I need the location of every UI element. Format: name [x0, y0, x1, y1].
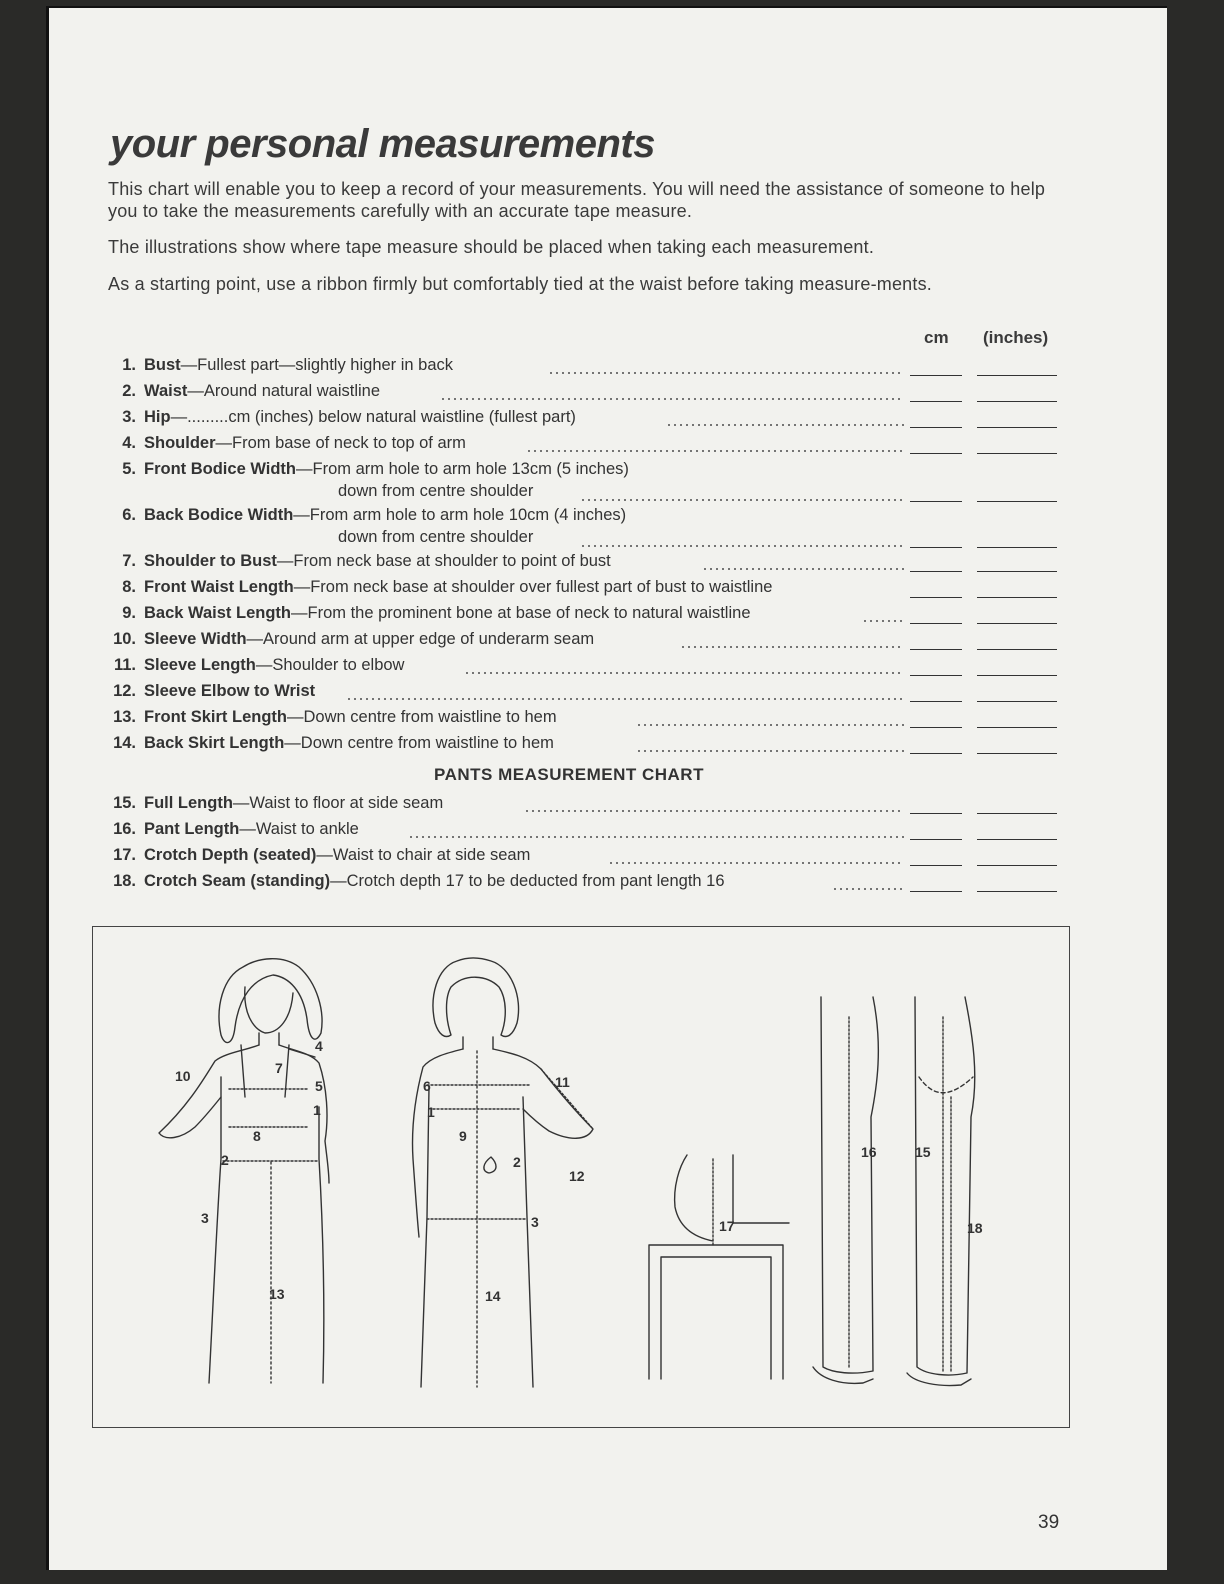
figure-label-3-front: 3 [201, 1210, 209, 1226]
inches-entry-line[interactable] [977, 453, 1057, 454]
measurement-text [144, 794, 443, 813]
cm-entry-line[interactable] [910, 375, 962, 376]
measurement-number: 11. [113, 656, 136, 674]
dot-leader [680, 646, 904, 648]
cm-entry-line[interactable] [910, 701, 962, 702]
measurement-label: Full Length [144, 794, 233, 812]
measurement-description: —From neck base at shoulder to point of bust [276, 552, 611, 570]
measurement-label: Pant Length [144, 820, 240, 838]
figure-label-1-front: 1 [313, 1102, 321, 1118]
measurement-row [104, 434, 1059, 460]
measurement-text [144, 682, 315, 701]
inches-entry-line[interactable] [977, 891, 1057, 892]
measurement-number: 5. [122, 460, 136, 478]
measurement-number: 4. [122, 434, 136, 452]
measurement-number: 14. [113, 734, 136, 752]
page-title: your personal measurements [110, 122, 655, 166]
figure-label-1-back: 1 [427, 1104, 435, 1120]
measurement-number: 17. [113, 846, 136, 864]
measurement-number: 7. [122, 552, 136, 570]
dot-leader [666, 424, 904, 426]
measurement-label: Shoulder [144, 434, 216, 452]
measurement-row [104, 460, 1059, 500]
figure-label-10: 10 [175, 1068, 191, 1084]
dot-leader [636, 724, 904, 726]
inches-entry-line[interactable] [977, 675, 1057, 676]
measurement-description: —Crotch depth 17 to be deducted from pant length 16 [330, 872, 725, 890]
dot-leader [608, 862, 904, 864]
measurement-text [144, 708, 557, 727]
cm-entry-line[interactable] [910, 727, 962, 728]
intro-paragraph-1: This chart will enable you to keep a record of your measurements. You will need the assistance of someone to help you to take the measurements carefully with an accurate tape measure. [108, 179, 1046, 221]
measurement-description: —Waist to floor at side seam [232, 794, 444, 812]
pants-front-illustration [813, 997, 878, 1383]
dot-leader [832, 888, 904, 890]
measurement-number: 18. [113, 872, 136, 890]
measurement-text [144, 578, 772, 597]
measurement-label: Crotch Seam (standing) [144, 872, 331, 890]
measurement-text [144, 460, 629, 479]
front-figure-illustration [159, 959, 329, 1383]
measurement-label: Sleeve Length [144, 656, 256, 674]
measurement-number: 8. [122, 578, 136, 596]
measurement-row [104, 356, 1059, 382]
back-figure-illustration [412, 958, 593, 1387]
measurement-text [144, 734, 554, 753]
dot-leader [524, 810, 904, 812]
dot-leader [346, 698, 904, 700]
dot-leader [526, 450, 904, 452]
inches-entry-line[interactable] [977, 623, 1057, 624]
measurement-description: —Fullest part—slightly higher in back [180, 356, 454, 374]
dot-leader [636, 750, 904, 752]
measurement-description: —Shoulder to elbow [255, 656, 405, 674]
inches-entry-line[interactable] [977, 839, 1057, 840]
dot-leader [548, 372, 904, 374]
dot-leader [464, 672, 904, 674]
measurement-number: 9. [122, 604, 136, 622]
measurement-label: Back Bodice Width [144, 506, 294, 524]
figure-label-12: 12 [569, 1168, 585, 1184]
inches-entry-line[interactable] [977, 501, 1057, 502]
measurement-label: Waist [144, 382, 188, 400]
measurement-number: 13. [113, 708, 136, 726]
inches-entry-line[interactable] [977, 375, 1057, 376]
figure-label-11: 11 [555, 1074, 570, 1090]
measurement-row [104, 552, 1059, 578]
measurement-row [104, 382, 1059, 408]
measurement-row [104, 794, 1059, 820]
measurement-row [104, 872, 1059, 898]
measurement-number: 6. [122, 506, 136, 524]
figure-label-3-back: 3 [531, 1214, 539, 1230]
measurement-row [104, 630, 1059, 656]
pants-chart-heading: PANTS MEASUREMENT CHART [434, 765, 704, 784]
page-number: 39 [1038, 1512, 1060, 1533]
measurement-label: Front Skirt Length [144, 708, 287, 726]
measurement-label: Bust [144, 356, 181, 374]
cm-entry-line[interactable] [910, 753, 962, 754]
cm-entry-line[interactable] [910, 839, 962, 840]
measurement-text [144, 656, 404, 675]
seated-figure-illustration [649, 1155, 789, 1379]
cm-entry-line[interactable] [910, 571, 962, 572]
figure-label-2-back: 2 [513, 1154, 521, 1170]
cm-entry-line[interactable] [910, 891, 962, 892]
measurement-description: —Around arm at upper edge of underarm seam [246, 630, 595, 648]
measurement-text [144, 506, 626, 525]
measurement-row [104, 820, 1059, 846]
measurement-description: —Down centre from waistline to hem [284, 734, 554, 752]
cm-entry-line[interactable] [910, 623, 962, 624]
inches-entry-line[interactable] [977, 571, 1057, 572]
figure-label-5: 5 [315, 1078, 323, 1094]
figure-label-14: 14 [485, 1288, 501, 1304]
measurement-description: —Around natural waistline [187, 382, 381, 400]
measurement-label: Back Waist Length [144, 604, 291, 622]
measurement-description-continued: down from centre shoulder [338, 482, 534, 500]
inches-entry-line[interactable] [977, 649, 1057, 650]
measurement-label: Front Waist Length [144, 578, 294, 596]
measurement-text [144, 382, 380, 401]
cm-entry-line[interactable] [910, 865, 962, 866]
dot-leader [440, 398, 904, 400]
measurement-text [144, 630, 594, 649]
figure-label-18: 18 [967, 1220, 983, 1236]
measurement-text [144, 820, 359, 839]
measurement-row [104, 408, 1059, 434]
measurement-text [144, 846, 530, 865]
cm-entry-line[interactable] [910, 675, 962, 676]
measurement-description-continued: down from centre shoulder [338, 528, 534, 546]
inches-entry-line[interactable] [977, 753, 1057, 754]
figure-label-15: 15 [915, 1144, 931, 1160]
dot-leader [862, 620, 904, 622]
measurement-row [104, 578, 1059, 604]
measurement-number: 3. [122, 408, 136, 426]
measurement-row [104, 604, 1059, 630]
dot-leader [580, 545, 904, 547]
dot-leader [580, 499, 904, 501]
measurement-row [104, 846, 1059, 872]
measurement-description: —From base of neck to top of arm [215, 434, 466, 452]
measurement-text [144, 434, 466, 453]
figure-label-17: 17 [719, 1218, 735, 1234]
inches-entry-line[interactable] [977, 727, 1057, 728]
column-header-cm: cm [924, 328, 949, 347]
measurement-label: Hip [144, 408, 171, 426]
inches-entry-line[interactable] [977, 597, 1057, 598]
cm-entry-line[interactable] [910, 453, 962, 454]
measurement-text [144, 872, 725, 891]
measurement-number: 16. [113, 820, 136, 838]
inches-entry-line[interactable] [977, 427, 1057, 428]
figure-label-13: 13 [269, 1286, 285, 1302]
cm-entry-line[interactable] [910, 427, 962, 428]
figure-label-16: 16 [861, 1144, 877, 1160]
figure-label-6: 6 [423, 1078, 431, 1094]
measurement-label: Crotch Depth (seated) [144, 846, 317, 864]
measurement-description: —From arm hole to arm hole 13cm (5 inches) [296, 460, 629, 478]
measurement-description: —Down centre from waistline to hem [287, 708, 557, 726]
measurement-number: 15. [113, 794, 136, 812]
inches-entry-line[interactable] [977, 401, 1057, 402]
inches-entry-line[interactable] [977, 547, 1057, 548]
figure-label-9: 9 [459, 1128, 467, 1144]
inches-entry-line[interactable] [977, 865, 1057, 866]
measurement-text [144, 552, 611, 571]
pants-side-illustration [907, 997, 975, 1386]
cm-entry-line[interactable] [910, 597, 962, 598]
measurement-label: Front Bodice Width [144, 460, 296, 478]
intro-paragraph-3: As a starting point, use a ribbon firmly but comfortably tied at the waist before taking measure-ments. [108, 274, 932, 294]
measurement-description: —.........cm (inches) below natural waistline (fullest part) [170, 408, 576, 426]
measurement-label: Sleeve Elbow to Wrist [144, 682, 316, 700]
measurement-description: —From the prominent bone at base of neck to natural waistline [291, 604, 751, 622]
cm-entry-line[interactable] [910, 649, 962, 650]
figure-label-4: 4 [315, 1038, 323, 1054]
measurement-description: —From neck base at shoulder over fullest part of bust to waistline [293, 578, 773, 596]
figure-label-8: 8 [253, 1128, 261, 1144]
measurement-text [144, 604, 751, 623]
cm-entry-line[interactable] [910, 813, 962, 814]
inches-entry-line[interactable] [977, 813, 1057, 814]
measurement-row [104, 734, 1059, 760]
cm-entry-line[interactable] [910, 501, 962, 502]
measurement-text [144, 356, 453, 375]
column-header-inches: (inches) [983, 328, 1049, 347]
measurement-label: Shoulder to Bust [144, 552, 277, 570]
measurement-label: Sleeve Width [144, 630, 247, 648]
measurement-number: 1. [122, 356, 136, 374]
measurement-number: 2. [122, 382, 136, 400]
cm-entry-line[interactable] [910, 401, 962, 402]
intro-paragraph-2: The illustrations show where tape measure should be placed when taking each measurement. [108, 237, 875, 257]
cm-entry-line[interactable] [910, 547, 962, 548]
measurement-row [104, 656, 1059, 682]
measurement-description: —From arm hole to arm hole 10cm (4 inches) [293, 506, 627, 524]
measurement-label: Back Skirt Length [144, 734, 285, 752]
figure-label-2-front: 2 [221, 1152, 229, 1168]
measurement-number: 12. [113, 682, 136, 700]
measurement-text [144, 408, 576, 427]
figure-label-7: 7 [275, 1060, 283, 1076]
inches-entry-line[interactable] [977, 701, 1057, 702]
dot-leader [408, 836, 904, 838]
measurement-row [104, 506, 1059, 546]
measurement-row [104, 682, 1059, 708]
measurement-number: 10. [113, 630, 136, 648]
measurement-description: —Waist to ankle [239, 820, 359, 838]
measurement-row [104, 708, 1059, 734]
dot-leader [702, 568, 904, 570]
measurement-description: —Waist to chair at side seam [316, 846, 531, 864]
illustration-panel [92, 926, 1070, 1428]
